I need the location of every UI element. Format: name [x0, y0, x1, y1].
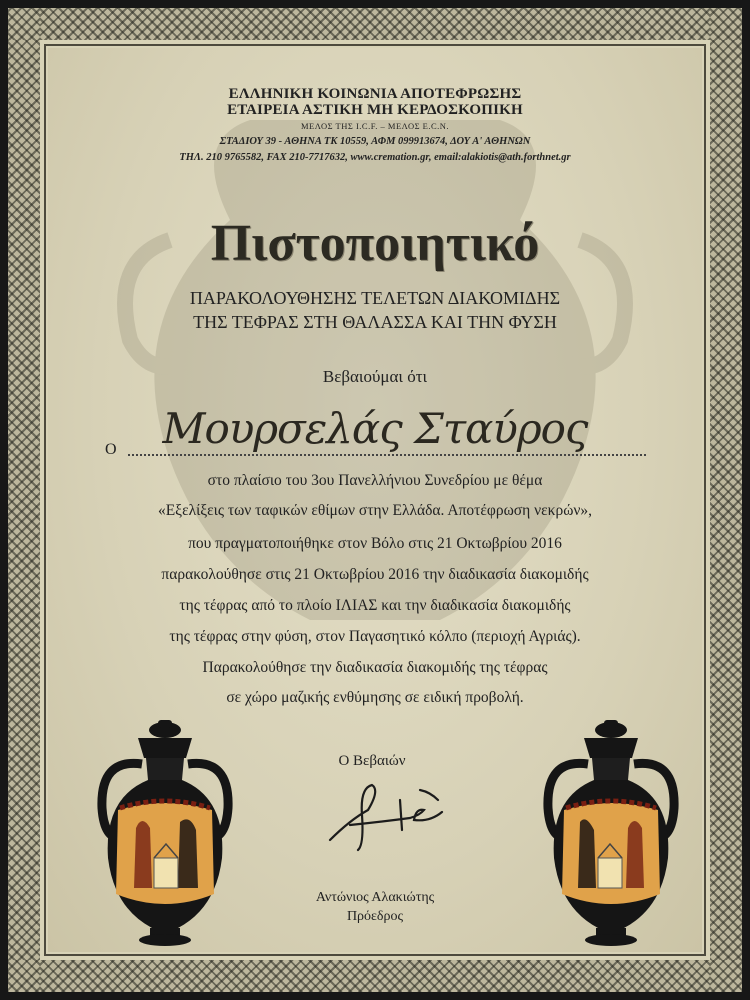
signatory-role: Ο Βεβαιών: [338, 753, 406, 769]
signatory-title: Πρόεδρος: [346, 909, 404, 924]
body-line: στο πλαίσιο του 3ου Πανελλήνιου Συνεδρίου με θέμα: [207, 472, 543, 489]
handwritten-signature-icon: [320, 770, 460, 860]
body-line: της τέφρας από το πλοίο ΙΛΙΑΣ και την διαδικασία διακομιδής: [179, 597, 571, 614]
certify-statement: Βεβαιούμαι ότι: [322, 367, 428, 386]
certificate-subtitle-line2: ΤΗΣ ΤΕΦΡΑΣ ΣΤΗ ΘΑΛΑΣΣΑ ΚΑΙ ΤΗΝ ΦΥΣΗ: [193, 312, 557, 332]
signatory-name: Αντώνιος Αλακιώτης: [315, 890, 435, 905]
body-line: Παρακολούθησε την διαδικασία διακομιδής της τέφρας: [202, 659, 548, 676]
certificate-subtitle-line1: ΠΑΡΑΚΟΛΟΥΘΗΣΗΣ ΤΕΛΕΤΩΝ ΔΙΑΚΟΜΙΔΗΣ: [189, 288, 561, 308]
org-contact: ΤΗΛ. 210 9765582, FAX 210-7717632, www.cremation.gr, email:alakiotis@ath.forthnet.gr: [179, 152, 571, 163]
org-address: ΣΤΑΔΙΟΥ 39 - ΑΘΗΝΑ ΤΚ 10559, ΑΦΜ 099913674, ΔΟΥ Α' ΑΘΗΝΩΝ: [219, 136, 531, 147]
body-line: παρακολούθησε στις 21 Οκτωβρίου 2016 την διαδικασία διακομιδής: [161, 566, 589, 583]
body-line: «Εξελίξεις των ταφικών εθίμων στην Ελλάδα. Αποτέφρωση νεκρών»,: [157, 502, 593, 519]
amphora-vase-right-icon: [536, 718, 686, 948]
org-name-line2: ΕΤΑΙΡΕΙΑ ΑΣΤΙΚΗ ΜΗ ΚΕΡΔΟΣΚΟΠΙΚΗ: [227, 102, 523, 118]
body-line: σε χώρο μαζικής ενθύμησης σε ειδική προβολή.: [226, 689, 524, 706]
recipient-name: Μουρσελάς Σταύρος: [162, 404, 588, 453]
org-memberships: ΜΕΛΟΣ ΤΗΣ I.C.F. – ΜΕΛΟΣ E.C.N.: [300, 121, 450, 131]
name-dotted-line: [128, 454, 646, 456]
amphora-vase-left-icon: [90, 718, 240, 948]
body-line: της τέφρας στην φύση, στον Παγασητικό κόλπο (περιοχή Αγριάς).: [169, 628, 581, 645]
body-line: που πραγματοποιήθηκε στον Βόλο στις 21 Οκτωβρίου 2016: [188, 535, 562, 552]
certificate-title: Πιστοποιητικό: [210, 215, 540, 272]
org-name-line1: ΕΛΛΗΝΙΚΗ ΚΟΙΝΩΝΙΑ ΑΠΟΤΕΦΡΩΣΗΣ: [228, 86, 522, 102]
recipient-article: Ο: [105, 441, 117, 458]
